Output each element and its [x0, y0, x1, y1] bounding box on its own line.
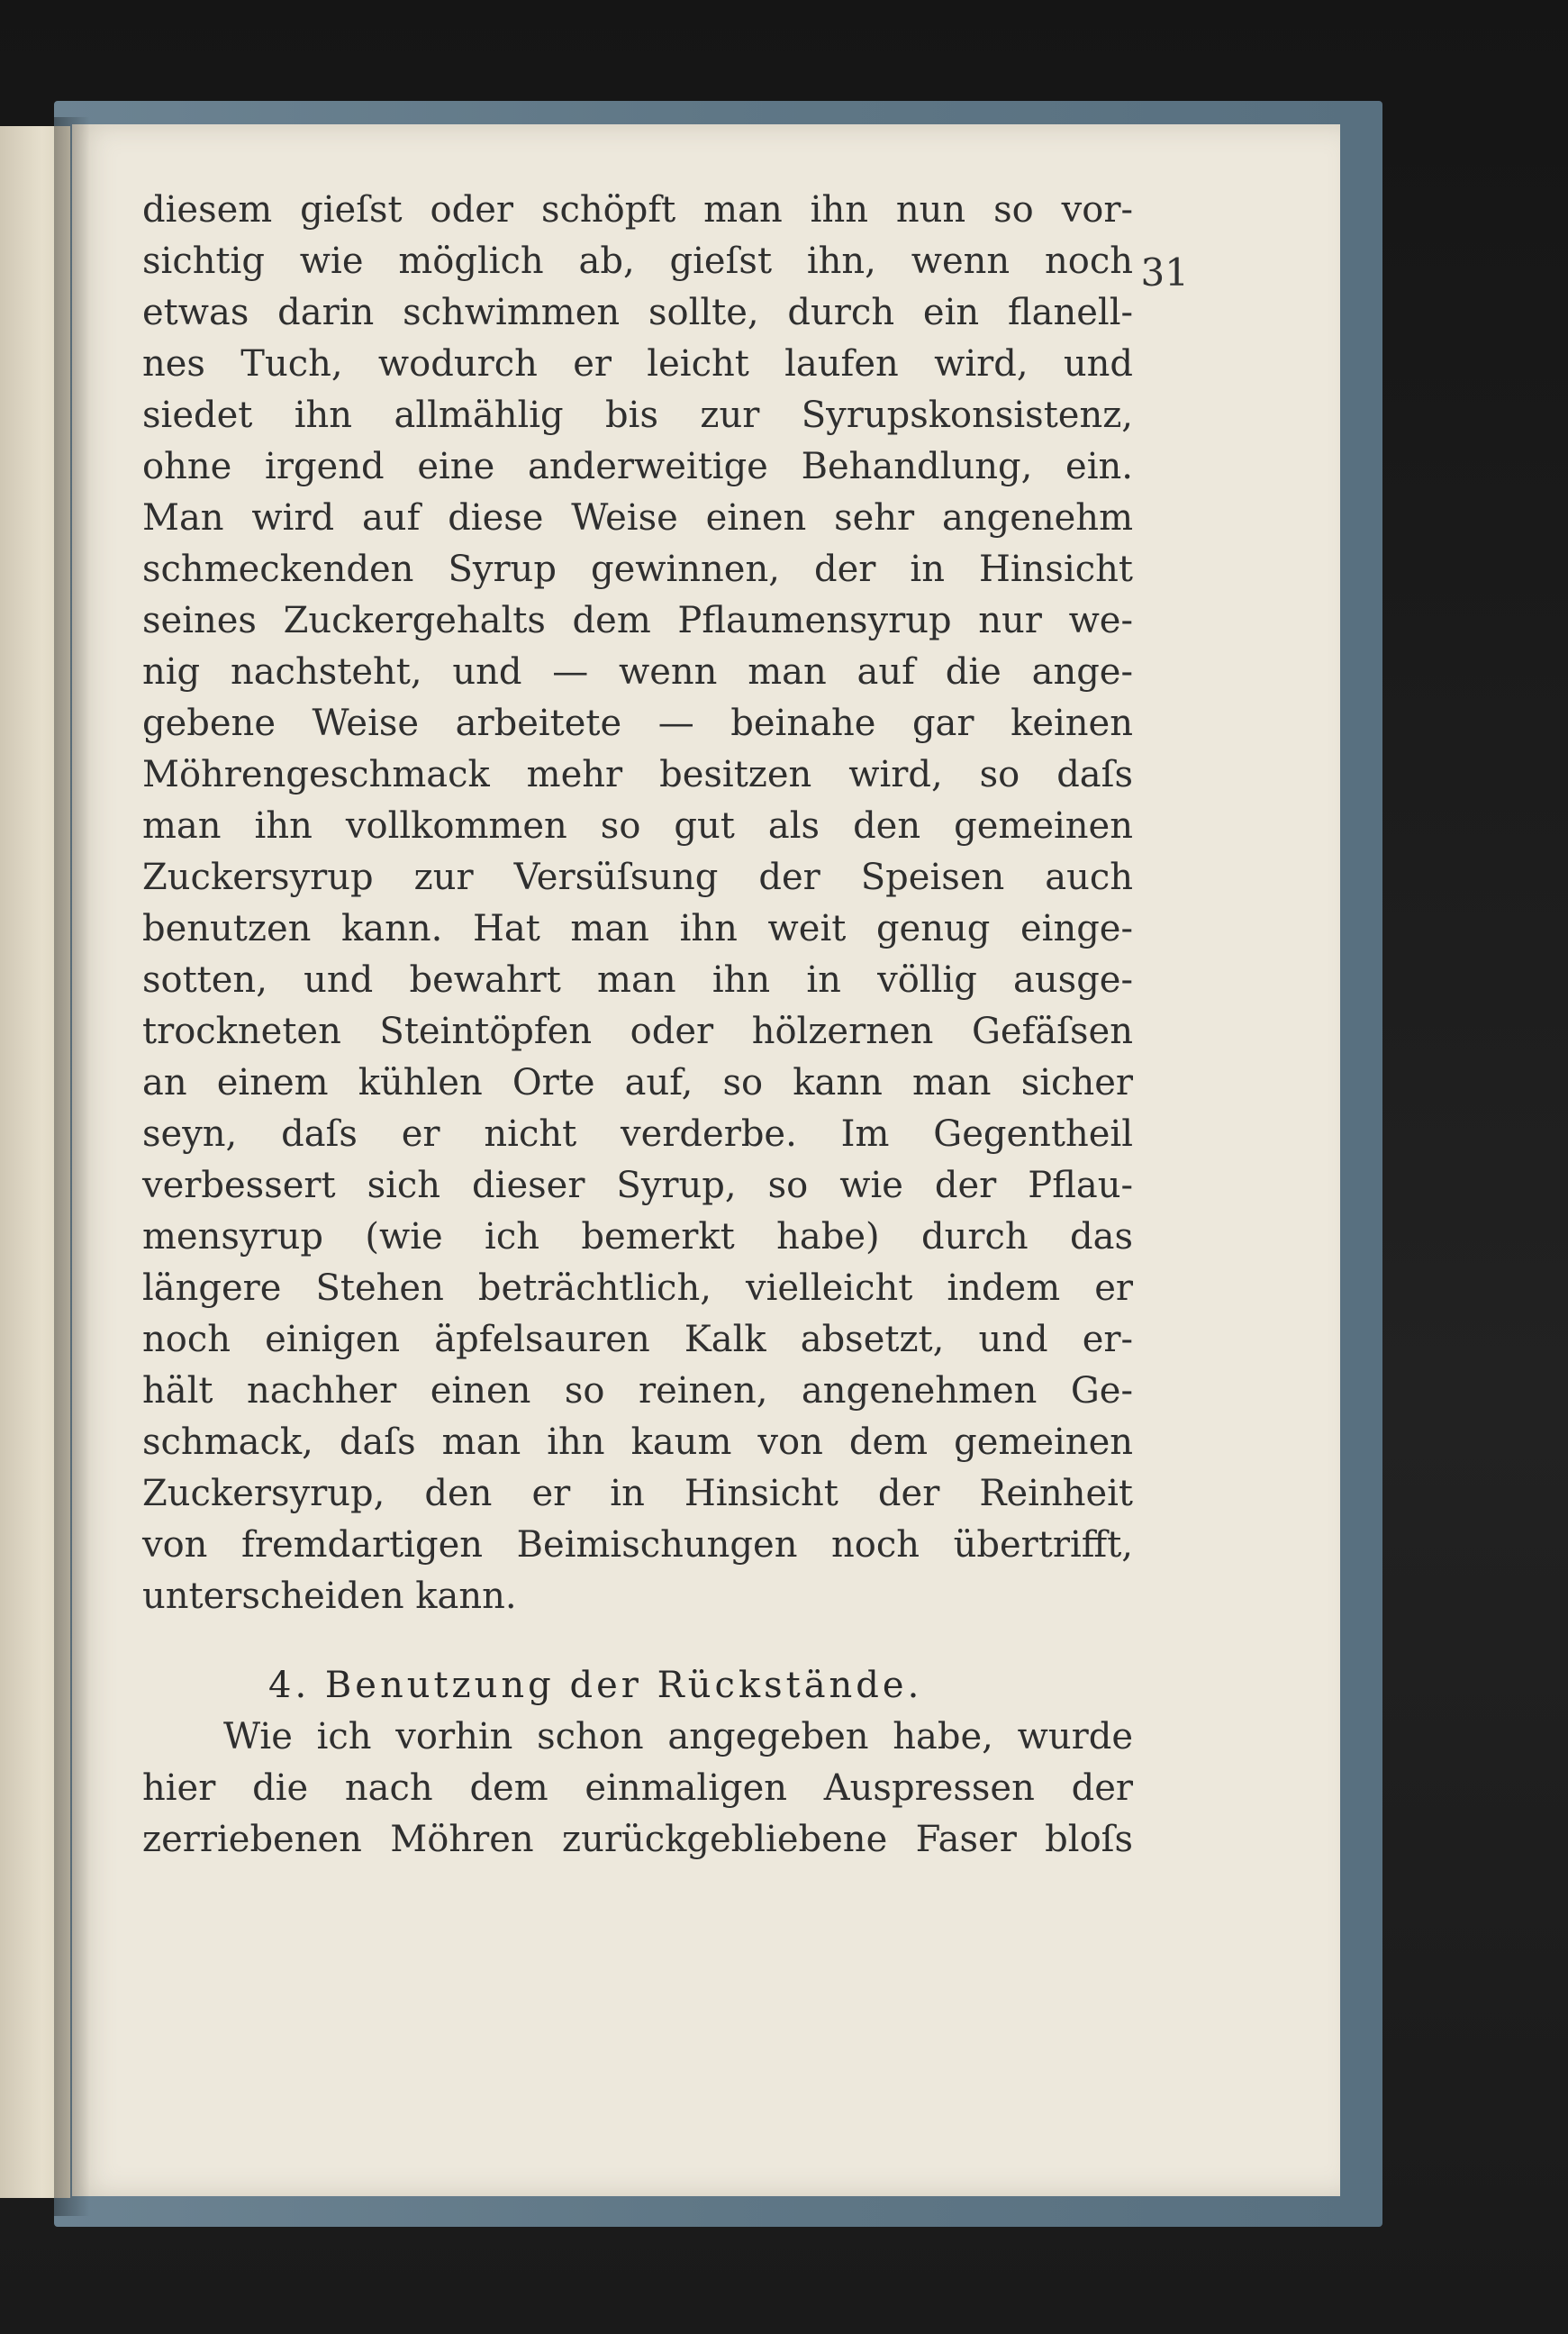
text-line: hält nachher einen so reinen, angenehmen Ge- — [142, 1370, 1133, 1412]
text-line: seines Zuckergehalts dem Pflaumensyrup nur we- — [142, 600, 1133, 641]
page-text — [142, 185, 1133, 1866]
text-line: sotten, und bewahrt man ihn in völlig ausge- — [142, 959, 1133, 1001]
text-line: schmeckenden Syrup gewinnen, der in Hinsicht — [142, 549, 1133, 590]
text-line: noch einigen äpfelsauren Kalk absetzt, und er- — [142, 1319, 1133, 1360]
text-line: Wie ich vorhin schon angegeben habe, wurde — [223, 1716, 1133, 1757]
text-line: an einem kühlen Orte auf, so kann man sicher — [142, 1062, 1133, 1103]
text-line: sichtig wie möglich ab, gieſst ihn, wenn noch — [142, 241, 1133, 282]
text-line: verbessert sich dieser Syrup, so wie der Pflau- — [142, 1165, 1133, 1206]
text-line: seyn, daſs er nicht verderbe. Im Gegentheil — [142, 1113, 1133, 1155]
text-line: Man wird auf diese Weise einen sehr angenehm — [142, 497, 1133, 539]
text-line: trockneten Steintöpfen oder hölzernen Gefäſsen — [142, 1011, 1133, 1052]
text-line: ohne irgend eine anderweitige Behandlung, ein. — [142, 446, 1133, 487]
text-line: unterscheiden kann. — [142, 1576, 517, 1617]
text-line: nes Tuch, wodurch er leicht laufen wird, und — [142, 343, 1133, 385]
text-line: von fremdartigen Beimischungen noch übertrifft, — [142, 1524, 1133, 1566]
text-line: Zuckersyrup zur Versüſsung der Speisen auch — [142, 857, 1133, 898]
text-line: Zuckersyrup, den er in Hinsicht der Reinheit — [142, 1473, 1133, 1514]
text-line: schmack, daſs man ihn kaum von dem gemeinen — [142, 1421, 1133, 1463]
text-line: benutzen kann. Hat man ihn weit genug einge- — [142, 908, 1133, 949]
section-heading: 4. Benutzung der Rückstände. — [268, 1665, 923, 1706]
text-line: Möhrengeschmack mehr besitzen wird, so daſs — [142, 754, 1133, 795]
text-line: nig nachsteht, und — wenn man auf die ange- — [142, 651, 1133, 693]
text-line: hier die nach dem einmaligen Auspressen der — [142, 1767, 1133, 1809]
text-line: siedet ihn allmählig bis zur Syrupskonsistenz, — [142, 395, 1133, 436]
text-line: diesem gieſst oder schöpft man ihn nun so vor- — [142, 189, 1133, 231]
text-line: man ihn vollkommen so gut als den gemeinen — [142, 805, 1133, 847]
text-line: zerriebenen Möhren zurückgebliebene Faser bloſs — [142, 1819, 1133, 1860]
text-line: etwas darin schwimmen sollte, durch ein flanell- — [142, 292, 1133, 333]
page-number: 31 — [1140, 250, 1189, 295]
text-line: mensyrup (wie ich bemerkt habe) durch das — [142, 1216, 1133, 1258]
text-line: längere Stehen beträchtlich, vielleicht indem er — [142, 1267, 1133, 1309]
spine-shadow — [54, 117, 90, 2216]
text-line: gebene Weise arbeitete — beinahe gar keinen — [142, 703, 1133, 744]
